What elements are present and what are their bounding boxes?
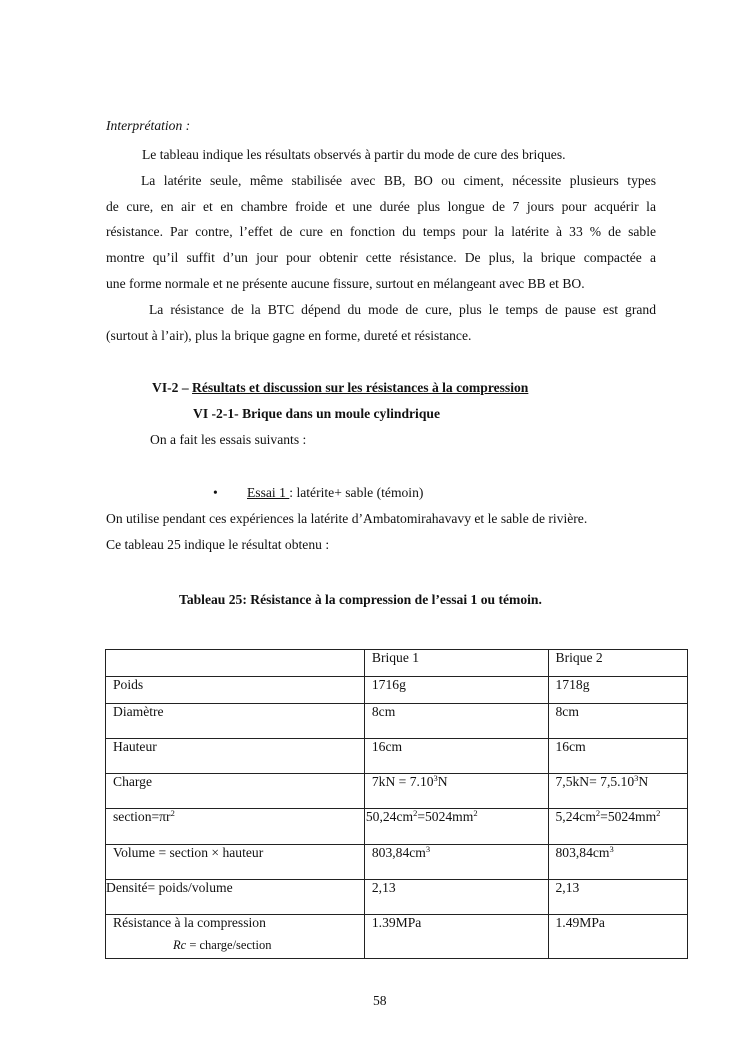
test-1-description: : latérite+ sable (témoin)	[289, 485, 424, 500]
cell-brique-2: $7,5kN= 7,5.10^3N$	[548, 774, 688, 809]
interpretation-heading: Interprétation :	[106, 118, 191, 133]
row-label: $section=\pi r^2$	[106, 809, 365, 845]
cell-brique-1: 8cm	[364, 704, 548, 739]
cell-brique-2: 8cm	[548, 704, 688, 739]
section-title: Résultats et discussion sur les résistances à la compression	[192, 380, 529, 395]
paragraph-2-line-2: de cure, en air et en chambre froide et une durée plus longue de 7 jours pour acquérir la	[106, 199, 656, 214]
paragraph-2-line-1: La latérite seule, même stabilisée avec BB, BO ou ciment, nécessite plusieurs types	[141, 173, 656, 188]
row-label: Poids	[106, 677, 365, 704]
paragraph-2-line-5: une forme normale et ne présente aucune fissure, surtout en mélangeant avec BB et BO.	[106, 276, 585, 291]
row-label: Résistance à la compression Rc = charge/section	[106, 915, 365, 959]
header-empty-cell	[106, 650, 365, 677]
table-row-charge	[106, 774, 688, 809]
cell-brique-1: $803,84cm^3$	[364, 845, 548, 880]
cell-brique-1: 2,13	[364, 880, 548, 915]
table-row-hauteur	[106, 739, 688, 774]
row-label: Diamètre	[106, 704, 365, 739]
cell-brique-2: 2,13	[548, 880, 688, 915]
cell-brique-1: $50,24cm^2=5024mm^2$	[364, 809, 548, 845]
cell-brique-1: 16cm	[364, 739, 548, 774]
cell-brique-2: $803,84cm^3$	[548, 845, 688, 880]
row-label: Volume = section × hauteur	[106, 845, 365, 880]
section-number: VI-2 –	[152, 380, 193, 395]
cell-brique-2: 16cm	[548, 739, 688, 774]
row-label: Charge	[106, 774, 365, 809]
table-row-diametre	[106, 704, 688, 739]
table-intro-line: Ce tableau 25 indique le résultat obtenu :	[106, 537, 330, 552]
table-header-row	[106, 650, 688, 677]
results-table	[105, 649, 688, 959]
subsection-heading: VI -2-1- Brique dans un moule cylindrique	[193, 406, 440, 421]
paragraph-2-line-4: montre qu’il suffit d’un jour pour obtenir cette résistance. De plus, la brique compactée a	[106, 250, 656, 265]
test-1-item	[247, 485, 423, 501]
row-label: Densité= poids/volume	[106, 880, 365, 915]
table-row-poids	[106, 677, 688, 704]
cell-brique-2: 1718g	[548, 677, 688, 704]
resistance-formula: Rc = charge/section	[173, 938, 272, 952]
tests-intro: On a fait les essais suivants :	[150, 432, 307, 447]
header-brique-2: Brique 2	[548, 650, 688, 677]
test-1-label: Essai 1	[247, 485, 290, 500]
bullet-dot-icon: •	[213, 485, 218, 500]
paragraph-3-line-2: (surtout à l’air), plus la brique gagne en forme, dureté et résistance.	[106, 328, 472, 343]
cell-brique-2: $5,24cm^2=5024mm^2$	[548, 809, 688, 845]
page-number: 58	[373, 993, 387, 1008]
table-row-resistance	[106, 915, 688, 959]
paragraph-3-line-1: La résistance de la BTC dépend du mode de cure, plus le temps de pause est grand	[149, 302, 656, 317]
table-row-section	[106, 809, 688, 845]
paragraph-2-line-3: résistance. Par contre, l’effet de cure en fonction du temps pour la latérite à 33 % de sable	[106, 224, 656, 239]
table-caption: Tableau 25: Résistance à la compression de l’essai 1 ou témoin.	[179, 592, 542, 607]
cell-brique-2: 1.49MPa	[548, 915, 688, 959]
table-row-volume	[106, 845, 688, 880]
header-brique-1: Brique 1	[364, 650, 548, 677]
cell-brique-1: 1716g	[364, 677, 548, 704]
table-row-densite	[106, 880, 688, 915]
section-heading	[152, 380, 528, 396]
cell-brique-1: 1.39MPa	[364, 915, 548, 959]
interpretation-paragraph-1: Le tableau indique les résultats observés à partir du mode de cure des briques.	[142, 147, 566, 162]
materials-line: On utilise pendant ces expériences la latérite d’Ambatomirahavavy et le sable de rivière.	[106, 511, 588, 526]
row-label: Hauteur	[106, 739, 365, 774]
cell-brique-1: $7kN = 7.10^3N$	[364, 774, 548, 809]
